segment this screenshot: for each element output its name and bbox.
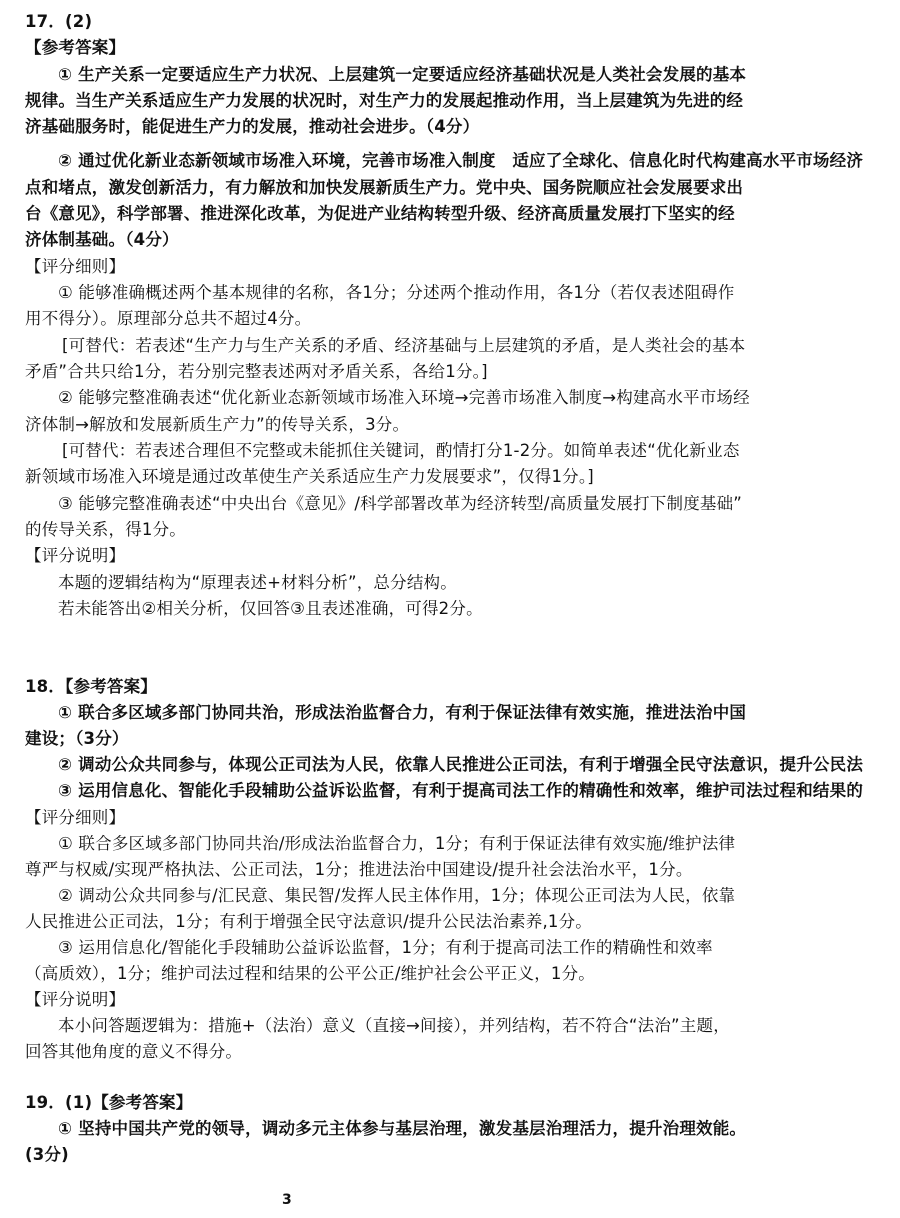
q19-answer-line: ① 坚持中国共产党的领导，调动多元主体参与基层治理，激发基层治理活力，提升治理效能。 (58, 1119, 747, 1138)
q17-rubric-line: 济体制→解放和发展新质生产力”的传导关系，3分。 (25, 415, 410, 434)
q17-rubric-line: ③ 能够完整准确表述“中央出台《意见》/科学部署改革为经济转型/高质量发展打下制度基础” (58, 494, 743, 513)
q18-note-heading: 【评分说明】 (25, 990, 126, 1009)
q18-rubric-heading: 【评分细则】 (25, 808, 126, 827)
q18-answer-line: ③ 运用信息化、智能化手段辅助公益诉讼监督，有利于提高司法工作的精确性和效率，维护司法过程和结果的 (58, 781, 864, 800)
q17-number: 17．(2) (25, 12, 93, 31)
q17-answer-line: 台《意见》，科学部署、推进深化改革，为促进产业结构转型升级、经济高质量发展打下坚实的经 (25, 204, 735, 223)
q18-rubric-line: 尊严与权威/实现严格执法、公正司法，1分；推进法治中国建设/提升社会法治水平，1分。 (25, 860, 693, 879)
q17-ref-heading: 【参考答案】 (25, 38, 126, 57)
q17-answer-line: ② 通过优化新业态新领域市场准入环境，完善市场准入制度 适应了全球化、信息化时代构建高水平市场经济 (58, 151, 864, 170)
q17-answer-line: 规律。当生产关系适应生产力发展的状况时，对生产力的发展起推动作用，当上层建筑为先进的经 (25, 91, 744, 110)
q18-rubric-line: 人民推进公正司法，1分；有利于增强全民守法意识/提升公民法治素养,1分。 (25, 912, 592, 931)
q18-note-line: 回答其他角度的意义不得分。 (25, 1042, 243, 1061)
page-number: 3 (282, 1192, 292, 1208)
q18-answer-line: ② 调动公众共同参与，体现公正司法为人民，依靠人民推进公正司法，有利于增强全民守法意识，提升公民法 (58, 755, 864, 774)
q18-heading: 18．【参考答案】 (25, 677, 158, 696)
q17-answer-line: 济体制基础。（4分） (25, 230, 179, 249)
q17-note-line: 若未能答出②相关分析，仅回答③且表述准确，可得2分。 (58, 599, 483, 618)
q19-answer-line: (3分) (25, 1145, 69, 1164)
q17-rubric-line: [可替代：若表述“生产力与生产关系的矛盾、经济基础与上层建筑的矛盾，是人类社会的基本 (62, 336, 746, 355)
q17-answer-line: ① 生产关系一定要适应生产力状况、上层建筑一定要适应经济基础状况是人类社会发展的基本 (58, 65, 747, 84)
q19-heading: 19．(1)【参考答案】 (25, 1093, 193, 1112)
q18-answer-line: ① 联合多区域多部门协同共治，形成法治监督合力，有利于保证法律有效实施，推进法治中国 (58, 703, 747, 722)
q17-answer-line: 济基础服务时，能促进生产力的发展，推动社会进步。（4分） (25, 117, 480, 136)
q17-rubric-heading: 【评分细则】 (25, 257, 126, 276)
q18-note-line: 本小问答题逻辑为：措施+（法治）意义（直接→间接），并列结构，若不符合“法治”主题， (58, 1016, 730, 1035)
q18-rubric-line: （高质效），1分；维护司法过程和结果的公平公正/维护社会公平正义，1分。 (25, 964, 596, 983)
q17-rubric-line: 用不得分）。原理部分总共不超过4分。 (25, 309, 312, 328)
q17-note-heading: 【评分说明】 (25, 546, 126, 565)
q18-rubric-line: ① 联合多区域多部门协同共治/形成法治监督合力，1分；有利于保证法律有效实施/维护法律 (58, 834, 736, 853)
q17-note-line: 本题的逻辑结构为“原理表述+材料分析”，总分结构。 (58, 573, 457, 592)
q17-rubric-line: 新领域市场准入环境是通过改革使生产关系适应生产力发展要求”，仅得1分。] (25, 467, 594, 486)
q17-answer-line: 点和堵点，激发创新活力，有力解放和加快发展新质生产力。党中央、国务院顺应社会发展要求出 (25, 178, 744, 197)
q17-rubric-line: 矛盾”合共只给1分，若分别完整表述两对矛盾关系，各给1分。] (25, 362, 488, 381)
q18-rubric-line: ③ 运用信息化/智能化手段辅助公益诉讼监督，1分；有利于提高司法工作的精确性和效率 (58, 938, 713, 957)
q18-answer-line: 建设；（3分） (25, 729, 129, 748)
q17-rubric-line: ② 能够完整准确表述“优化新业态新领域市场准入环境→完善市场准入制度→构建高水平市场经 (58, 388, 750, 407)
q18-rubric-line: ② 调动公众共同参与/汇民意、集民智/发挥人民主体作用，1分；体现公正司法为人民，依靠 (58, 886, 736, 905)
q17-rubric-line: 的传导关系，得1分。 (25, 520, 186, 539)
q17-rubric-line: [可替代：若表述合理但不完整或未能抓住关键词，酌情打分1-2分。如简单表述“优化新业态 (62, 441, 740, 460)
q17-rubric-line: ① 能够准确概述两个基本规律的名称，各1分；分述两个推动作用，各1分（若仅表述阻碍作 (58, 283, 735, 302)
